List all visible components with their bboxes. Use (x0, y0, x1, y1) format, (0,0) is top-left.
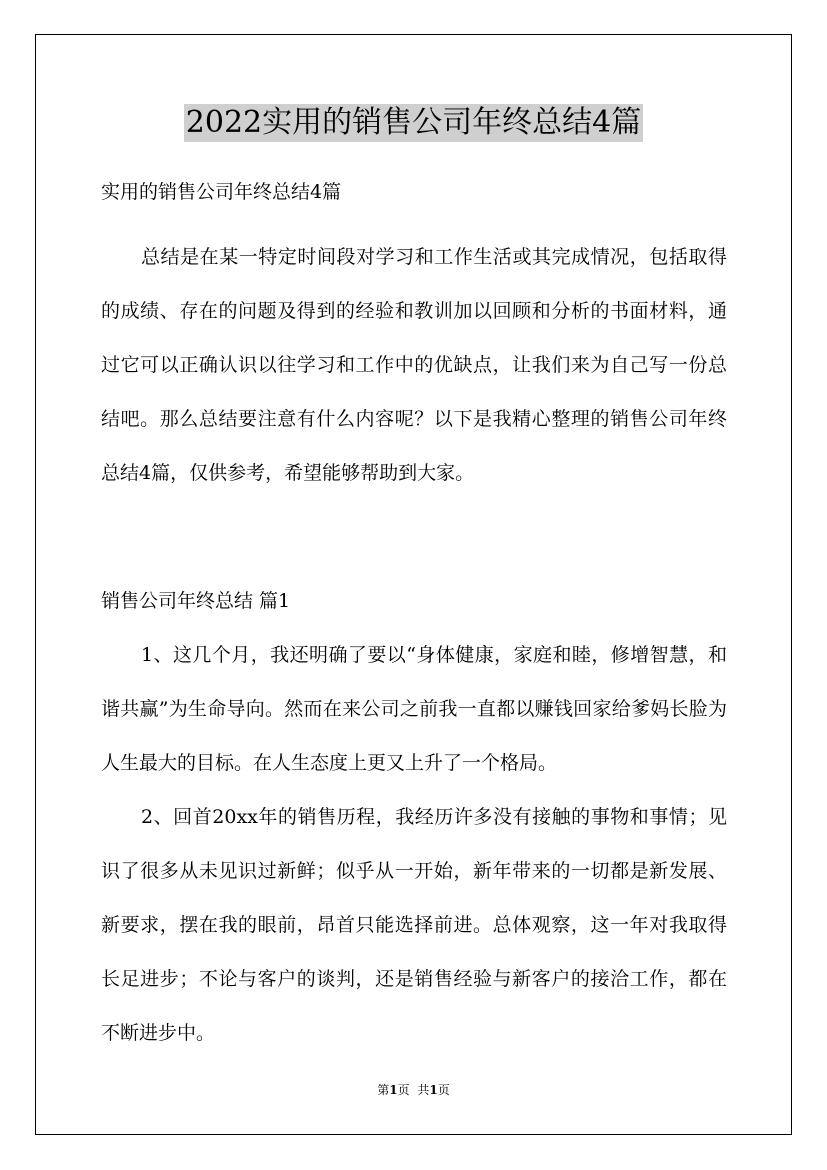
page-footer (0, 1082, 827, 1098)
document-subtitle: 实用的销售公司年终总结4篇 (101, 181, 342, 203)
body-paragraph-1: 1、这几个月，我还明确了要以“身体健康，家庭和睦，修增智慧，和谐共赢”为生命导向。然而在来公司之前我一直都以赚钱回家给爹妈长脸为人生最大的目标。在人生态度上更又上升了一个格局。 (101, 644, 727, 774)
document-title: 2022实用的销售公司年终总结4篇 (185, 105, 642, 140)
footer-page-current: 1 (389, 1083, 398, 1097)
footer-page-suffix: 页 (397, 1083, 410, 1097)
document-body (101, 175, 727, 1060)
footer-page-total: 1 (429, 1083, 438, 1097)
footer-total-suffix: 页 (437, 1083, 450, 1097)
footer-total-prefix: 共 (417, 1083, 430, 1097)
intro-paragraph: 总结是在某一特定时间段对学习和工作生活或其完成情况，包括取得的成绩、存在的问题及得到的经验和教训加以回顾和分析的书面材料，通过它可以正确认识以往学习和工作中的优缺点，让我们来为自己写一份总结吧。那么总结要注意有什么内容呢？以下是我精心整理的销售公司年终总结4篇，仅供参考，希望能够帮助到大家。 (101, 246, 727, 484)
footer-page-prefix: 第 (377, 1083, 390, 1097)
body-paragraph-2: 2、回首20xx年的销售历程，我经历许多没有接触的事物和事情；见识了很多从未见识过新鲜；似乎从一开始，新年带来的一切都是新发展、新要求，摆在我的眼前，昂首只能选择前进。总体观察，这一年对我取得长足进步；不论与客户的谈判，还是销售经验与新客户的接洽工作，都在不断进步中。 (101, 806, 727, 1044)
title-wrapper (0, 104, 827, 142)
section-heading: 销售公司年终总结 篇1 (101, 590, 291, 612)
